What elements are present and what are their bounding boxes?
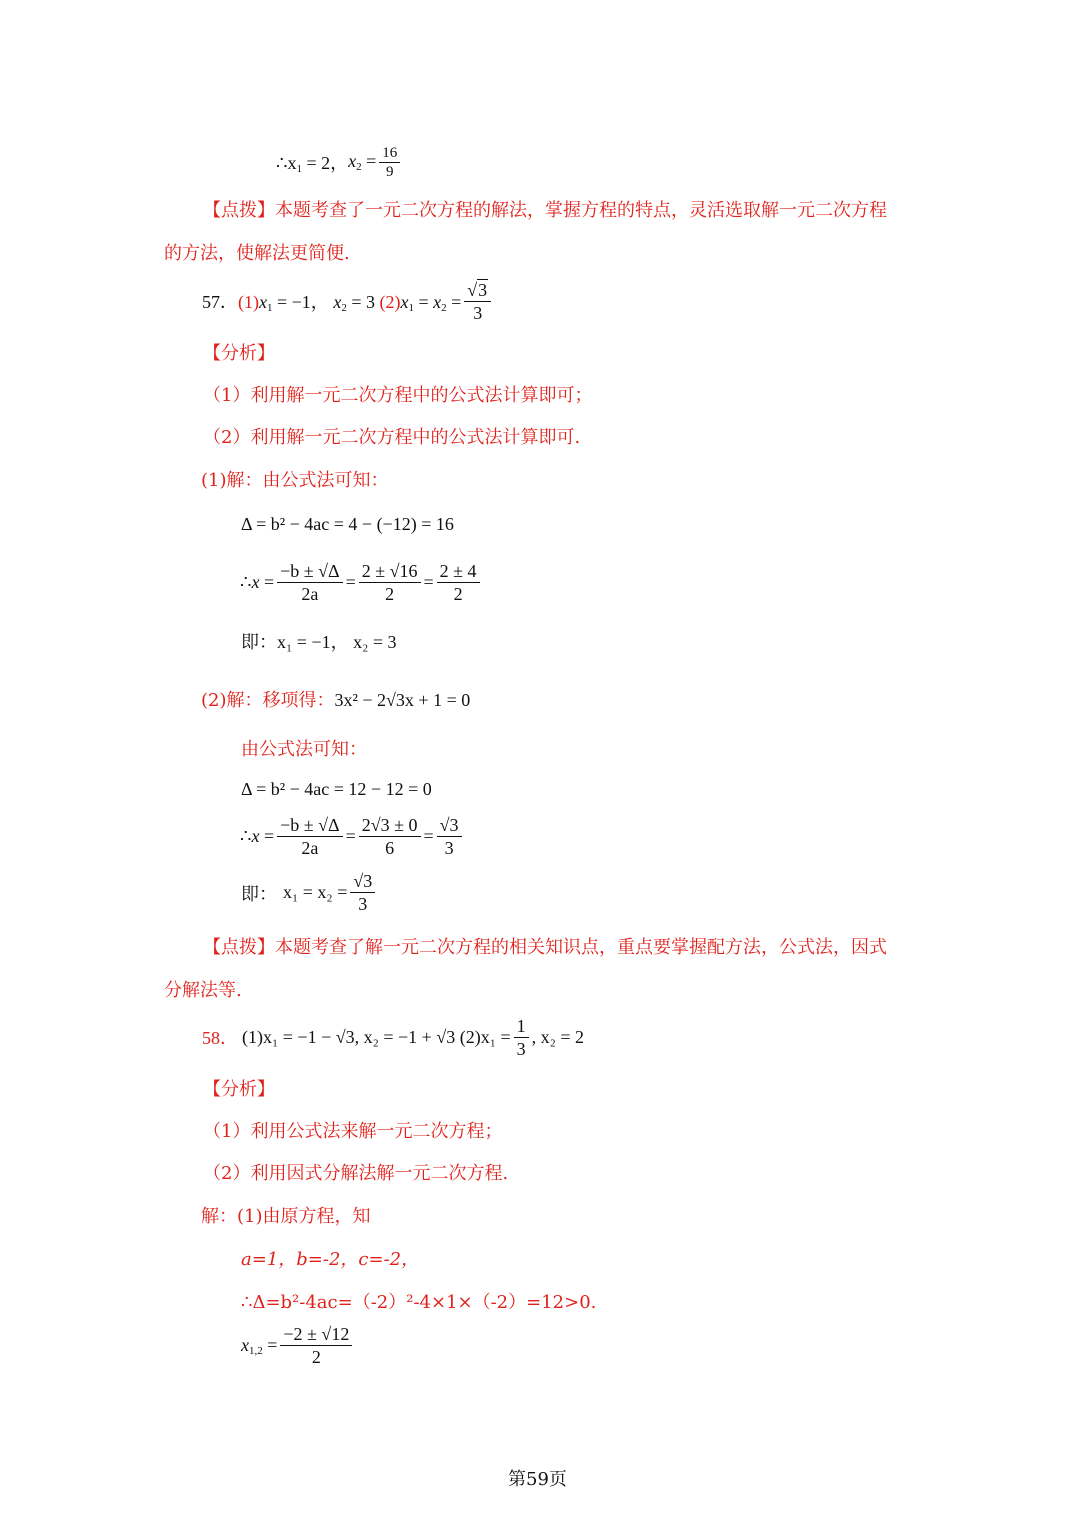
tip1-line2: 的方法，使解法更简便. bbox=[164, 243, 350, 264]
q57-answer bbox=[202, 276, 494, 326]
q58-number: 58． bbox=[202, 1028, 238, 1048]
q58-analysis2: （2）利用因式分解法解一元二次方程. bbox=[203, 1163, 509, 1184]
q57-analysis1: （1）利用解一元二次方程中的公式法计算即可； bbox=[203, 385, 593, 406]
top-fraction: $\frac{16}{9}$ bbox=[379, 144, 400, 181]
q58-root: $x_{1,2}$ = $\frac{-2 \pm √12}{2}$ bbox=[241, 1323, 355, 1368]
page-number: 第59页 bbox=[508, 1469, 567, 1490]
q58-delta: ∴Δ=b²-4ac=（-2）²-4×1×（-2）=12>0. bbox=[241, 1292, 597, 1313]
q58-coeffs: a=1，b=-2，c=-2， bbox=[241, 1249, 420, 1270]
q57-ans2-fraction: $\frac{√3}{3}$ bbox=[464, 279, 491, 324]
q57-analysis-tag: 【分析】 bbox=[203, 343, 275, 364]
tip2-line2: 分解法等. bbox=[164, 980, 242, 1001]
q57-analysis2: （2）利用解一元二次方程中的公式法计算即可. bbox=[203, 427, 581, 448]
q57-sol2-note: 由公式法可知： bbox=[241, 739, 367, 760]
q57-sol1-label: (1)解：由公式法可知： bbox=[201, 470, 389, 491]
q57-sol1-result: 即：x₁ = −1， x₂ = 3 bbox=[241, 632, 397, 653]
q58-analysis-tag: 【分析】 bbox=[203, 1079, 275, 1100]
q57-sol2-delta: Δ = b² − 4ac = 12 − 12 = 0 bbox=[241, 779, 432, 799]
q58-sol-label: 解：(1)由原方程，知 bbox=[201, 1206, 371, 1227]
top-x2: $x_2$ = bbox=[348, 151, 377, 173]
tip1-line1 bbox=[203, 196, 887, 222]
q58-ans-text: (1)x₁ = −1 − √3, x₂ = −1 + √3 (2)x₁ = bbox=[242, 1026, 511, 1047]
tip2-line1: 【点拨】本题考查了解一元二次方程的相关知识点，重点要掌握配方法，公式法，因式 bbox=[203, 937, 887, 958]
tip1-tag: 【点拨】 bbox=[203, 200, 275, 221]
q57-ans1: $(1)x_1 = -1$， $x_2 = 3$ $(2)x_1 = x_2$ = bbox=[238, 292, 462, 314]
top-x1: $\therefore x_1 = 2$， bbox=[276, 153, 349, 175]
q57-number: 57． bbox=[202, 292, 238, 312]
q57-sol1-formula: ∴x = $\frac{-b \pm √\Delta}{2a}$ = $\frac{2 \pm √16}{2}$ = $\frac{2 \pm 4}{2}$ bbox=[240, 560, 483, 605]
q58-answer: 58． (1)x₁ = −1 − √3, x₂ = −1 + √3 (2)x₁ = $\frac{1}{3}$ , x₂ = 2 bbox=[202, 1015, 585, 1059]
q57-sol2-formula: ∴x = $\frac{-b \pm √\Delta}{2a}$ = $\frac{2√3 \pm 0}{6}$ = $\frac{√3}{3}$ bbox=[240, 814, 465, 859]
q58-analysis1: （1）利用公式法来解一元二次方程； bbox=[203, 1121, 503, 1142]
q57-sol2-label: (2)解：移项得：3x² − 2√3x + 1 = 0 bbox=[201, 690, 471, 711]
top-solution bbox=[276, 140, 403, 184]
tip1-text: 本题考查了一元二次方程的解法，掌握方程的特点，灵活选取解一元二次方程 bbox=[275, 200, 887, 221]
q57-sol2-result: 即： x₁ = x₂ = $\frac{√3}{3}$ bbox=[241, 870, 378, 915]
q57-sol1-delta: Δ = b² − 4ac = 4 − (−12) = 16 bbox=[241, 514, 454, 534]
